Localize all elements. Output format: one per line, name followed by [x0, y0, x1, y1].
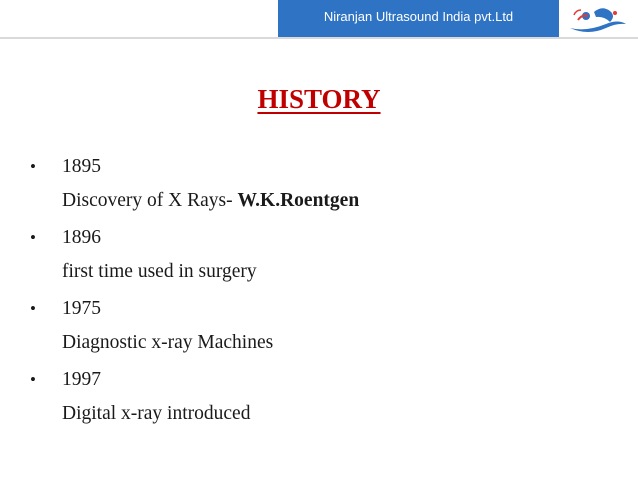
- entry-year: 1895: [62, 156, 101, 177]
- header-divider: [0, 37, 638, 39]
- bullet-icon: •: [30, 228, 36, 247]
- company-logo-icon: [564, 2, 632, 36]
- entry-year-row: [30, 296, 620, 330]
- bullet-icon: •: [30, 157, 36, 176]
- entry-description: [62, 188, 620, 225]
- history-entry: [30, 154, 620, 225]
- header-bar: [278, 0, 559, 37]
- bullet-icon: •: [30, 299, 36, 318]
- entry-year-row: [30, 367, 620, 401]
- history-entry: [30, 367, 620, 438]
- slide-title: [0, 84, 638, 115]
- slide-title-text: HISTORY: [257, 84, 381, 114]
- bullet-icon: •: [30, 370, 36, 389]
- company-name: Niranjan Ultrasound India pvt.Ltd: [323, 9, 514, 24]
- entry-year: 1975: [62, 298, 101, 319]
- history-entry: [30, 225, 620, 296]
- entry-description-text: Discovery of X Rays-: [62, 190, 238, 211]
- entry-year-row: [30, 225, 620, 259]
- history-entry: [30, 296, 620, 367]
- entry-emphasis: W.K.Roentgen: [237, 190, 360, 211]
- entry-description: Digital x-ray introduced: [62, 403, 251, 424]
- entry-year: 1997: [62, 369, 101, 390]
- entry-year-row: [30, 154, 620, 188]
- entry-description: first time used in surgery: [62, 261, 257, 282]
- history-list: [30, 154, 620, 438]
- entry-year: 1896: [62, 227, 101, 248]
- entry-description: Diagnostic x-ray Machines: [62, 332, 274, 353]
